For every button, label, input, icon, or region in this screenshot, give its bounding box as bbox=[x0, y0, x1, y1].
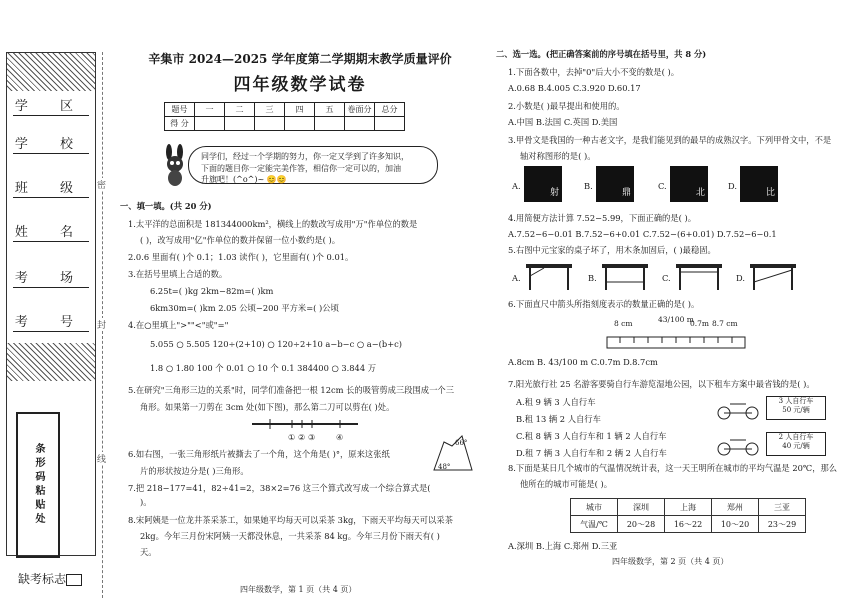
glyph-label: 射 bbox=[549, 187, 559, 198]
bicycle-icon bbox=[716, 434, 760, 456]
absent-label: 缺考标志 bbox=[18, 572, 67, 586]
ruler-label: 0.7m bbox=[690, 319, 710, 328]
table-cell: 20～28 bbox=[618, 516, 665, 533]
city-temperature-table bbox=[570, 498, 806, 533]
question-line: 天。 bbox=[140, 547, 157, 557]
table-row bbox=[571, 516, 806, 533]
section-heading: 一、填一填。(共 20 分) bbox=[120, 201, 212, 211]
score-cell: 三 bbox=[255, 103, 285, 117]
question-line: 7.把 218−177=41，82÷41=2，38×2=76 这三个算式改写成一个综合算式是( bbox=[128, 483, 431, 493]
question-line: C.租 8 辆 3 人自行车和 1 辆 2 人自行车 bbox=[516, 431, 667, 441]
table-icon[interactable] bbox=[600, 262, 650, 292]
seal-mark: 封 bbox=[97, 318, 106, 331]
field-district: 学 区 bbox=[14, 99, 88, 114]
question-line: 3.甲骨文是我国的一种古老文字，是我们能见到的最早的成熟汉字。下列甲骨文中，不是 bbox=[508, 135, 832, 145]
option-label: C. bbox=[658, 181, 667, 191]
table-cell: 城市 bbox=[571, 499, 618, 516]
question-line: 7.阳光旅行社 25 名游客要骑自行车游览湿地公园，以下租车方案中最省钱的是( )。 bbox=[508, 379, 815, 389]
glyph-label: 鼎 bbox=[621, 187, 631, 198]
question-line: 4.用简便方法计算 7.52−5.99，下面正确的是( )。 bbox=[508, 213, 697, 223]
score-cell: 得 分 bbox=[165, 117, 195, 131]
oracle-glyph-icon[interactable] bbox=[670, 166, 708, 202]
question-line: 8.下面是某日几个城市的气温情况统计表，这一天王明所在城市的平均气温是 20℃，那么 bbox=[508, 463, 838, 473]
table-cell: 上海 bbox=[665, 499, 712, 516]
angle-label: 48° bbox=[438, 463, 451, 471]
question-line: 6.下面直尺中箭头所指刻度表示的数量正确的是( )。 bbox=[508, 299, 700, 309]
question-line: 1.太平洋的总面积是 181344000km²，横线上的数改写成用"万"作单位的数是 bbox=[128, 219, 418, 229]
question-line: 5.055 ○ 5.505 120÷(2+10) ○ 120÷2+10 a−b−c ○ a−(b+c) bbox=[150, 339, 403, 349]
price-sign-text: 40 元/辆 bbox=[782, 442, 810, 451]
option-label: A. bbox=[512, 273, 521, 283]
table-row bbox=[571, 499, 806, 516]
question-line: A.租 9 辆 3 人自行车 bbox=[516, 397, 596, 407]
question-line: 2.0.6 里面有( )个 0.1；1.03 读作( )，它里面有( )个 0.01。 bbox=[128, 252, 354, 262]
oracle-glyph-icon[interactable] bbox=[740, 166, 778, 202]
intro-line: 下面的题目你一定能完美作答，相信你一定可以的，加油 bbox=[201, 163, 401, 173]
table-icon[interactable] bbox=[748, 262, 798, 292]
question-line: A.深圳 B.上海 C.郑州 D.三亚 bbox=[508, 541, 618, 551]
option-label: B. bbox=[588, 273, 597, 283]
section-heading: 二、选一选。(把正确答案前的序号填在括号里，共 8 分) bbox=[496, 49, 707, 59]
ruler-label: 8 cm bbox=[614, 319, 633, 328]
question-line: A.7.52−6−0.01 B.7.52−6+0.01 C.7.52−(6+0.01) D.7.52−6−0.1 bbox=[508, 229, 777, 239]
score-cell: 题号 bbox=[165, 103, 195, 117]
score-cell: 二 bbox=[225, 103, 255, 117]
question-line: 5.在研究"三角形三边的关系"时，同学们准备把一根 12cm 长的吸管剪成三段围成一个三 bbox=[128, 385, 454, 395]
angle-label: 66° bbox=[455, 439, 468, 447]
option-label: D. bbox=[736, 273, 745, 283]
question-line: 4.在○里填上">""<"或"=" bbox=[128, 320, 229, 330]
question-line: )。 bbox=[140, 497, 152, 507]
seal-mark: 线 bbox=[97, 452, 106, 465]
page-footer: 四年级数学，第 1 页（共 4 页） bbox=[240, 585, 357, 594]
question-line: B.租 13 辆 2 人自行车 bbox=[516, 414, 601, 424]
ruler-mark: ④ bbox=[336, 433, 344, 442]
table-cell: 气温/℃ bbox=[571, 516, 618, 533]
question-line: A.8cm B. 43/100 m C.0.7m D.8.7cm bbox=[508, 357, 658, 367]
ruler-diagram bbox=[606, 334, 746, 350]
table-icon[interactable] bbox=[524, 262, 574, 292]
price-sign-text: 3 人自行车 bbox=[778, 397, 814, 405]
barcode-area: 条形码粘贴处 bbox=[16, 412, 60, 558]
table-cell: 23～29 bbox=[759, 516, 806, 533]
option-label: D. bbox=[728, 181, 737, 191]
glyph-label: 北 bbox=[695, 187, 705, 198]
ruler-label: 8.7 cm bbox=[712, 319, 738, 328]
question-line: 2.小数是( )最早提出和使用的。 bbox=[508, 101, 625, 111]
question-line: 他所在的城市可能是( )。 bbox=[520, 479, 613, 489]
question-line: 角形。如果第一刀剪在 3cm 处(如下图)，那么第二刀可以剪在( )处。 bbox=[140, 402, 395, 412]
page-footer: 四年级数学，第 2 页（共 4 页） bbox=[612, 557, 729, 566]
table-cell: 10～20 bbox=[712, 516, 759, 533]
question-line: 1.8 ○ 1.80 100 个 0.01 ○ 10 个 0.1 384400 ○ 3.844 万 bbox=[150, 363, 377, 373]
score-cell: 一 bbox=[195, 103, 225, 117]
field-name: 姓 名 bbox=[14, 225, 88, 240]
question-line: 6.如右图，一张三角形纸片被撕去了一个角，这个角是( )°，原来这张纸 bbox=[128, 449, 390, 459]
price-sign bbox=[766, 396, 826, 420]
price-sign-text: 50 元/辆 bbox=[782, 406, 810, 415]
question-line: 6.25t=( )kg 2km−82m=( )km bbox=[150, 286, 274, 296]
ruler-mark: ② bbox=[298, 433, 306, 442]
score-cell: 卷面分 bbox=[345, 103, 375, 117]
question-line: 轴对称图形的是( )。 bbox=[520, 151, 596, 161]
score-cell: 五 bbox=[315, 103, 345, 117]
table-cell: 16～22 bbox=[665, 516, 712, 533]
question-line: 8.宋阿姨是一位龙井茶采茶工，如果她平均每天可以采茶 3kg，下雨天平均每天可以采茶 bbox=[128, 515, 453, 525]
intro-line: 同学们，经过一个学期的努力，你一定又学到了许多知识， bbox=[201, 152, 409, 161]
question-line: 6km30m=( )km 2.05 公顷−200 平方米=( )公顷 bbox=[150, 303, 339, 313]
field-number: 考 号 bbox=[14, 315, 88, 330]
price-sign bbox=[766, 432, 826, 456]
score-cell: 总分 bbox=[375, 103, 405, 117]
ruler-label: 43/100 m bbox=[658, 315, 694, 324]
exam-subtitle: 四年级数学试卷 bbox=[233, 75, 367, 95]
field-room: 考 场 bbox=[14, 271, 88, 286]
field-class: 班 级 bbox=[14, 181, 88, 196]
option-label: C. bbox=[662, 273, 671, 283]
oracle-glyph-icon[interactable] bbox=[524, 166, 562, 202]
question-line: 2kg。今年三月份宋阿姨一天都没休息，一共采茶 84 kg。今年三月份下雨天有( ) bbox=[140, 531, 440, 541]
question-line: 5.右图中元宝家的桌子坏了，用木条加固后，( )最稳固。 bbox=[508, 245, 716, 255]
question-line: 3.在括号里填上合适的数。 bbox=[128, 269, 228, 279]
question-line: 片的形状按边分是( )三角形。 bbox=[140, 466, 249, 476]
bicycle-icon bbox=[716, 398, 760, 420]
seal-mark: 密 bbox=[97, 178, 106, 191]
ruler-mark: ③ bbox=[308, 433, 316, 442]
option-label: A. bbox=[512, 181, 521, 191]
table-cell: 郑州 bbox=[712, 499, 759, 516]
score-cell: 四 bbox=[285, 103, 315, 117]
ruler-mark: ① bbox=[288, 433, 296, 442]
option-label: B. bbox=[584, 181, 593, 191]
table-cell: 三亚 bbox=[759, 499, 806, 516]
field-school: 学 校 bbox=[14, 137, 88, 152]
table-icon[interactable] bbox=[674, 262, 724, 292]
question-line: A.中国 B.法国 C.英国 D.美国 bbox=[508, 117, 618, 127]
oracle-glyph-icon[interactable] bbox=[596, 166, 634, 202]
question-line: D.租 7 辆 3 人自行车和 2 辆 2 人自行车 bbox=[516, 448, 667, 458]
glyph-label: 比 bbox=[765, 187, 775, 198]
question-line: 1.下面各数中，去掉"0"后大小不变的数是( )。 bbox=[508, 67, 679, 77]
price-sign-text: 2 人自行车 bbox=[778, 433, 814, 441]
question-line: A.0.68 B.4.005 C.3.920 D.60.17 bbox=[508, 83, 641, 93]
exam-title: 辛集市 2024—2025 学年度第二学期期末教学质量评价 bbox=[148, 52, 452, 66]
intro-line: 升旗吧！(^o^)~ 😊😊 bbox=[201, 175, 287, 185]
question-line: ( )，改写成用"亿"作单位的数并保留一位小数约是( )。 bbox=[140, 235, 341, 245]
table-cell: 深圳 bbox=[618, 499, 665, 516]
